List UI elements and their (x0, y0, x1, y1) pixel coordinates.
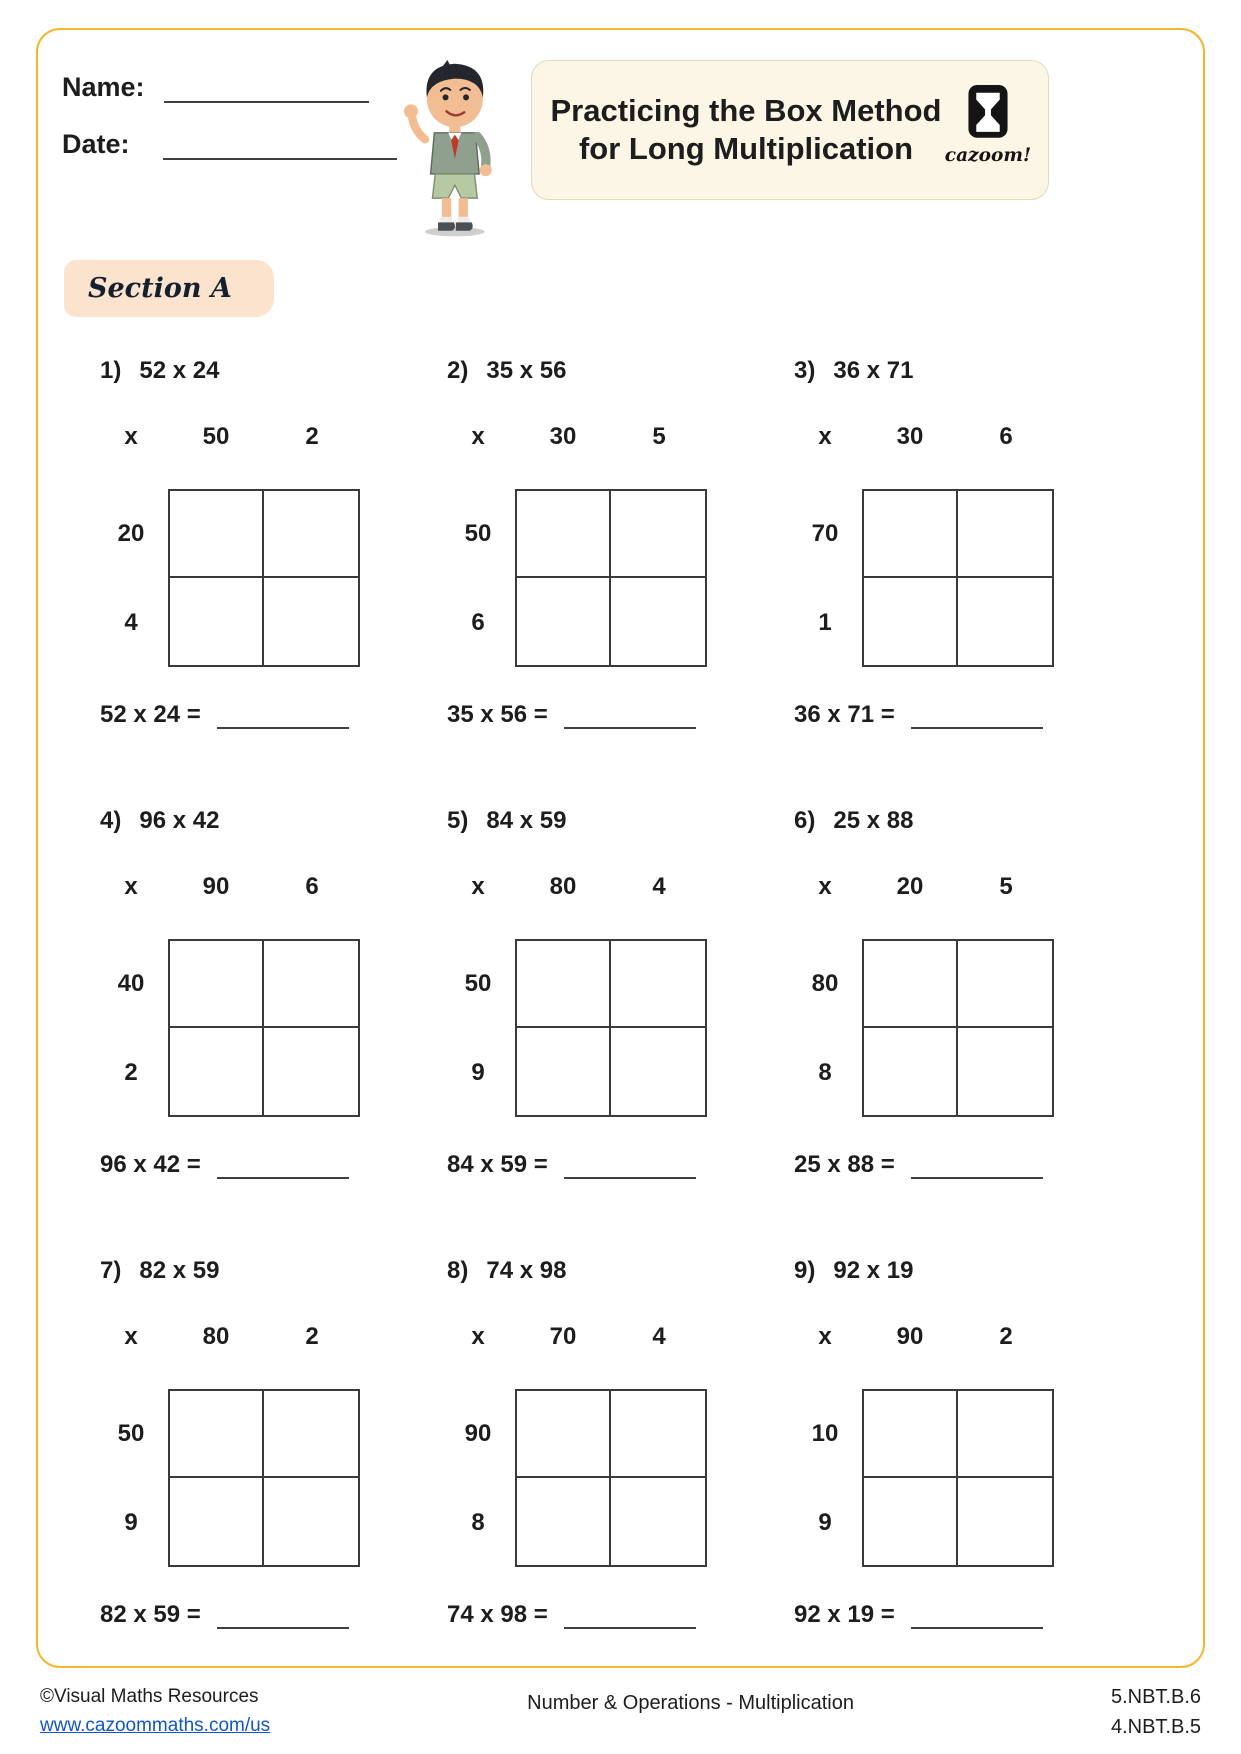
row-header: 1 (818, 608, 832, 636)
multiply-symbol: x (818, 1323, 832, 1350)
column-header: 70 (549, 1323, 577, 1350)
row-header: 9 (818, 1508, 832, 1536)
answer-label: 52 x 24 = (100, 701, 201, 728)
answer-blank (217, 699, 349, 729)
problem-expression: 82 x 59 (139, 1257, 220, 1284)
problem (441, 807, 788, 1179)
answer-line (94, 699, 441, 729)
answer-label: 82 x 59 = (100, 1601, 201, 1628)
answer-blank (911, 1149, 1043, 1179)
answer-line (788, 1599, 1135, 1629)
date-field-line (163, 130, 398, 160)
column-header: 20 (896, 873, 924, 900)
standard-code: 4.NBT.B.5 (1110, 1716, 1201, 1738)
problem-title (788, 357, 1135, 385)
column-header: 4 (652, 1323, 666, 1350)
answer-box (168, 1028, 264, 1117)
name-field-line (164, 73, 369, 103)
column-header: 30 (896, 423, 924, 450)
section-a-badge: Section A (64, 260, 274, 317)
name-label: Name: (62, 72, 145, 102)
row-header: 4 (124, 608, 138, 636)
problem-expression: 84 x 59 (486, 807, 567, 834)
answer-label: 36 x 71 = (794, 701, 895, 728)
column-header: 5 (652, 423, 666, 450)
multiply-symbol: x (471, 1323, 485, 1350)
box-method-grid (441, 423, 788, 667)
answer-box (515, 489, 611, 578)
answer-box (264, 1478, 360, 1567)
cazoom-logo (944, 83, 1032, 177)
row-header: 2 (124, 1058, 138, 1086)
answer-box (168, 489, 264, 578)
answer-box (611, 939, 707, 1028)
column-header: 80 (202, 1323, 230, 1350)
box-method-grid (441, 873, 788, 1117)
problem-expression: 36 x 71 (833, 357, 914, 384)
problem-number: 9) (794, 1257, 816, 1284)
answer-box (862, 578, 958, 667)
name-date-block (62, 46, 397, 186)
answer-box (958, 1478, 1054, 1567)
row-header: 40 (117, 969, 145, 997)
answer-box (515, 1478, 611, 1567)
box-method-grid (94, 1323, 441, 1567)
logo-text: cazoom! (944, 145, 1032, 167)
answer-box (515, 578, 611, 667)
box-method-grid (441, 1323, 788, 1567)
title-box (531, 60, 1049, 200)
answer-box (862, 1478, 958, 1567)
problem (94, 357, 441, 729)
multiply-symbol: x (124, 1323, 138, 1350)
column-header: 80 (549, 873, 577, 900)
row-header: 6 (471, 608, 485, 636)
date-field-row (62, 129, 397, 160)
footer-attribution (40, 1682, 270, 1741)
column-header: 2 (999, 1323, 1013, 1350)
column-header: 90 (202, 873, 230, 900)
answer-line (788, 699, 1135, 729)
answer-box (264, 578, 360, 667)
row-header: 70 (811, 519, 839, 547)
problem (94, 807, 441, 1179)
answer-line (94, 1599, 441, 1629)
problem (94, 1257, 441, 1629)
row-header: 50 (464, 519, 492, 547)
column-header: 2 (305, 423, 319, 450)
answer-blank (564, 699, 696, 729)
box-method-grid (788, 423, 1135, 667)
answer-label: 92 x 19 = (794, 1601, 895, 1628)
column-header: 30 (549, 423, 577, 450)
answer-box (515, 1389, 611, 1478)
problem-number: 8) (447, 1257, 469, 1284)
box-method-grid (94, 423, 441, 667)
row-header: 20 (117, 519, 145, 547)
row-header: 8 (818, 1058, 832, 1086)
row-header: 80 (811, 969, 839, 997)
multiply-symbol: x (124, 873, 138, 900)
answer-box (958, 1028, 1054, 1117)
multiply-symbol: x (124, 423, 138, 450)
footer-topic: Number & Operations - Multiplication (527, 1692, 854, 1714)
answer-box (862, 489, 958, 578)
problem-number: 6) (794, 807, 816, 834)
row-header: 9 (124, 1508, 138, 1536)
problem (788, 357, 1135, 729)
answer-box (611, 1028, 707, 1117)
column-header: 6 (999, 423, 1013, 450)
row-header: 50 (117, 1419, 145, 1447)
column-header: 5 (999, 873, 1013, 900)
multiply-symbol: x (818, 423, 832, 450)
answer-box (862, 1028, 958, 1117)
answer-box (958, 489, 1054, 578)
problem (788, 807, 1135, 1179)
multiply-symbol: x (818, 873, 832, 900)
answer-label: 74 x 98 = (447, 1601, 548, 1628)
website-link[interactable]: www.cazoommaths.com/us (40, 1715, 271, 1737)
column-header: 50 (202, 423, 230, 450)
row-header: 8 (471, 1508, 485, 1536)
answer-box (264, 1028, 360, 1117)
answer-line (441, 1149, 788, 1179)
answer-label: 96 x 42 = (100, 1151, 201, 1178)
row-header: 50 (464, 969, 492, 997)
answer-box (168, 1478, 264, 1567)
problem-title (94, 357, 441, 385)
answer-box (168, 578, 264, 667)
problem-expression: 52 x 24 (139, 357, 220, 384)
answer-box (168, 939, 264, 1028)
box-method-grid (788, 873, 1135, 1117)
problem-title (788, 807, 1135, 835)
problem-expression: 74 x 98 (486, 1257, 567, 1284)
problem-number: 5) (447, 807, 469, 834)
answer-blank (911, 1599, 1043, 1629)
answer-box (958, 578, 1054, 667)
answer-box (611, 1389, 707, 1478)
name-field-row (62, 72, 397, 103)
row-header: 9 (471, 1058, 485, 1086)
standard-code: 5.NBT.B.6 (1110, 1686, 1201, 1708)
problem-expression: 35 x 56 (486, 357, 567, 384)
answer-box (264, 1389, 360, 1478)
problem (441, 357, 788, 729)
footer (40, 1682, 1201, 1742)
answer-line (441, 699, 788, 729)
footer-standards (1111, 1682, 1201, 1742)
answer-box (611, 1478, 707, 1567)
answer-box (958, 1389, 1054, 1478)
answer-blank (217, 1149, 349, 1179)
problem-number: 3) (794, 357, 816, 384)
answer-box (515, 939, 611, 1028)
problem-expression: 92 x 19 (833, 1257, 914, 1284)
problem-title (441, 807, 788, 835)
problem-number: 7) (100, 1257, 122, 1284)
column-header: 4 (652, 873, 666, 900)
answer-box (611, 578, 707, 667)
problem (788, 1257, 1135, 1629)
answer-box (958, 939, 1054, 1028)
answer-line (788, 1149, 1135, 1179)
column-header: 6 (305, 873, 319, 900)
problems-grid (94, 357, 1179, 1629)
answer-blank (564, 1149, 696, 1179)
answer-box (264, 939, 360, 1028)
answer-blank (217, 1599, 349, 1629)
column-header: 90 (896, 1323, 924, 1350)
answer-box (862, 1389, 958, 1478)
answer-box (515, 1028, 611, 1117)
answer-box (862, 939, 958, 1028)
answer-label: 84 x 59 = (447, 1151, 548, 1178)
answer-blank (564, 1599, 696, 1629)
answer-box (264, 489, 360, 578)
answer-line (441, 1599, 788, 1629)
answer-line (94, 1149, 441, 1179)
problem-number: 4) (100, 807, 122, 834)
header (62, 46, 1179, 242)
box-method-grid (788, 1323, 1135, 1567)
row-header: 90 (464, 1419, 492, 1447)
answer-label: 35 x 56 = (447, 701, 548, 728)
box-method-grid (94, 873, 441, 1117)
multiply-symbol: x (471, 423, 485, 450)
multiply-symbol: x (471, 873, 485, 900)
answer-blank (911, 699, 1043, 729)
problem-number: 1) (100, 357, 122, 384)
problem-title (788, 1257, 1135, 1285)
problem-title (94, 1257, 441, 1285)
student-illustration (397, 46, 509, 242)
problem-title (441, 1257, 788, 1285)
problem-title (441, 357, 788, 385)
copyright-text: ©Visual Maths Resources (40, 1686, 259, 1707)
problem-number: 2) (447, 357, 469, 384)
problem (441, 1257, 788, 1629)
problem-expression: 96 x 42 (139, 807, 220, 834)
row-header: 10 (811, 1419, 839, 1447)
column-header: 2 (305, 1323, 319, 1350)
problem-expression: 25 x 88 (833, 807, 914, 834)
answer-box (168, 1389, 264, 1478)
worksheet-title: Practicing the Box Method for Long Multiplication (550, 93, 942, 166)
date-label: Date: (62, 129, 130, 159)
answer-label: 25 x 88 = (794, 1151, 895, 1178)
answer-box (611, 489, 707, 578)
problem-title (94, 807, 441, 835)
